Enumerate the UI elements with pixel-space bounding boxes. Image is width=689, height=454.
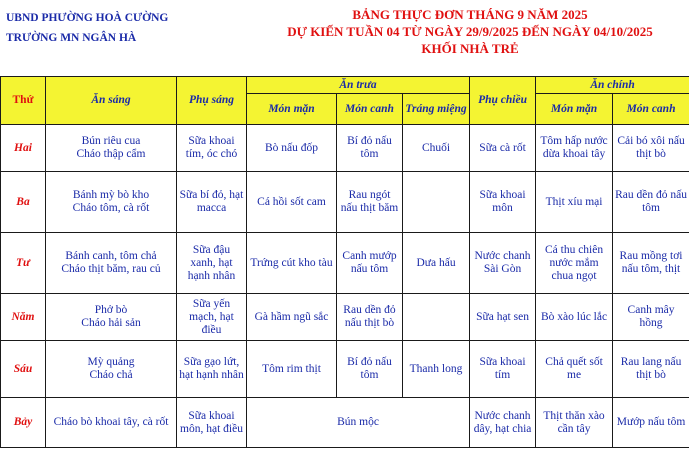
cell-lunch-main: Gà hầm ngũ sắc <box>247 294 337 341</box>
cell-afternoon-snack: Nước chanh dây, hạt chia <box>470 398 536 448</box>
cell-afternoon-snack: Sữa hạt sen <box>470 294 536 341</box>
header-lunch-soup: Món canh <box>337 94 403 125</box>
table-row <box>1 233 689 294</box>
menu-table <box>0 76 689 448</box>
cell-day: Tư <box>1 233 46 294</box>
table-row <box>1 172 689 233</box>
cell-dinner-soup: Cải bó xôi nấu thịt bò <box>613 125 689 172</box>
cell-dinner-main: Cá thu chiên nước mắm chua ngọt <box>536 233 613 294</box>
cell-morning-snack: Sữa khoai môn, hạt điều <box>177 398 247 448</box>
header-day: Thứ <box>1 77 46 125</box>
cell-lunch-soup: Rau dền đỏ nấu thịt bò <box>337 294 403 341</box>
header-lunch-main: Món mặn <box>247 94 337 125</box>
school-name: TRƯỜNG MN NGÂN HÀ <box>6 32 137 44</box>
table-row <box>1 398 689 448</box>
cell-lunch-soup: Bí đỏ nấu tôm <box>337 341 403 398</box>
cell-morning-snack: Sữa đậu xanh, hạt hạnh nhân <box>177 233 247 294</box>
cell-dinner-main: Bò xào lúc lắc <box>536 294 613 341</box>
header-lunch: Ăn trưa <box>247 77 470 94</box>
header-dinner-main: Món mặn <box>536 94 613 125</box>
cell-morning-snack: Sữa khoai tím, óc chó <box>177 125 247 172</box>
cell-morning-snack: Sữa bí đỏ, hạt macca <box>177 172 247 233</box>
cell-day: Ba <box>1 172 46 233</box>
cell-dinner-main: Thịt thăn xào cần tây <box>536 398 613 448</box>
table-row <box>1 125 689 172</box>
cell-lunch-dessert <box>403 294 470 341</box>
header-breakfast: Ăn sáng <box>46 77 177 125</box>
cell-afternoon-snack: Sữa khoai môn <box>470 172 536 233</box>
cell-lunch-soup: Canh mướp nấu tôm <box>337 233 403 294</box>
cell-lunch-merged: Bún mộc <box>247 398 470 448</box>
cell-day: Năm <box>1 294 46 341</box>
cell-dinner-soup: Rau lang nấu thịt bò <box>613 341 689 398</box>
cell-breakfast: Bún riêu cua Cháo thập cẩm <box>46 125 177 172</box>
cell-morning-snack: Sữa yến mạch, hạt điều <box>177 294 247 341</box>
cell-afternoon-snack: Sữa cà rốt <box>470 125 536 172</box>
cell-day: Hai <box>1 125 46 172</box>
cell-day: Bảy <box>1 398 46 448</box>
header-morning-snack: Phụ sáng <box>177 77 247 125</box>
title-line-2: DỰ KIẾN TUẦN 04 TỪ NGÀY 29/9/2025 ĐẾN NGÀY 04/10/2025 <box>287 24 653 39</box>
cell-lunch-dessert: Thanh long <box>403 341 470 398</box>
menu-title <box>255 6 685 57</box>
cell-lunch-soup: Rau ngót nấu thịt băm <box>337 172 403 233</box>
table-row <box>1 294 689 341</box>
cell-lunch-main: Tôm rim thịt <box>247 341 337 398</box>
title-line-1: BẢNG THỰC ĐƠN THÁNG 9 NĂM 2025 <box>352 7 588 22</box>
cell-morning-snack: Sữa gạo lứt, hạt hạnh nhân <box>177 341 247 398</box>
header-dinner: Ăn chính <box>536 77 689 94</box>
ward-name: UBND PHƯỜNG HOÀ CƯỜNG <box>6 12 169 24</box>
cell-dinner-main: Thịt xíu mại <box>536 172 613 233</box>
cell-afternoon-snack: Sữa khoai tím <box>470 341 536 398</box>
cell-lunch-main: Trứng cút kho tàu <box>247 233 337 294</box>
title-line-3: KHỐI NHÀ TRẺ <box>421 41 519 56</box>
cell-lunch-main: Bò nấu đốp <box>247 125 337 172</box>
cell-breakfast: Phở bò Cháo hải sản <box>46 294 177 341</box>
cell-breakfast: Bánh canh, tôm chả Cháo thịt băm, rau củ <box>46 233 177 294</box>
cell-breakfast: Mỳ quảng Cháo chả <box>46 341 177 398</box>
table-row <box>1 341 689 398</box>
cell-lunch-dessert: Dưa hấu <box>403 233 470 294</box>
cell-dinner-main: Tôm hấp nước dừa khoai tây <box>536 125 613 172</box>
cell-afternoon-snack: Nước chanh Sài Gòn <box>470 233 536 294</box>
cell-dinner-soup: Canh mây hồng <box>613 294 689 341</box>
cell-dinner-soup: Mướp nấu tôm <box>613 398 689 448</box>
header-afternoon-snack: Phụ chiều <box>470 77 536 125</box>
cell-lunch-dessert <box>403 172 470 233</box>
school-header <box>6 8 168 48</box>
cell-dinner-soup: Rau mồng tơi nấu tôm, thịt <box>613 233 689 294</box>
menu-body <box>1 125 689 448</box>
cell-breakfast: Bánh mỳ bò kho Cháo tôm, cà rốt <box>46 172 177 233</box>
cell-lunch-dessert: Chuối <box>403 125 470 172</box>
cell-dinner-main: Chả quết sốt me <box>536 341 613 398</box>
cell-breakfast: Cháo bò khoai tây, cà rốt <box>46 398 177 448</box>
cell-day: Sáu <box>1 341 46 398</box>
cell-dinner-soup: Rau dền đỏ nấu tôm <box>613 172 689 233</box>
header-lunch-dessert: Tráng miệng <box>403 94 470 125</box>
cell-lunch-soup: Bí đỏ nấu tôm <box>337 125 403 172</box>
cell-lunch-main: Cá hồi sốt cam <box>247 172 337 233</box>
header-dinner-soup: Món canh <box>613 94 689 125</box>
